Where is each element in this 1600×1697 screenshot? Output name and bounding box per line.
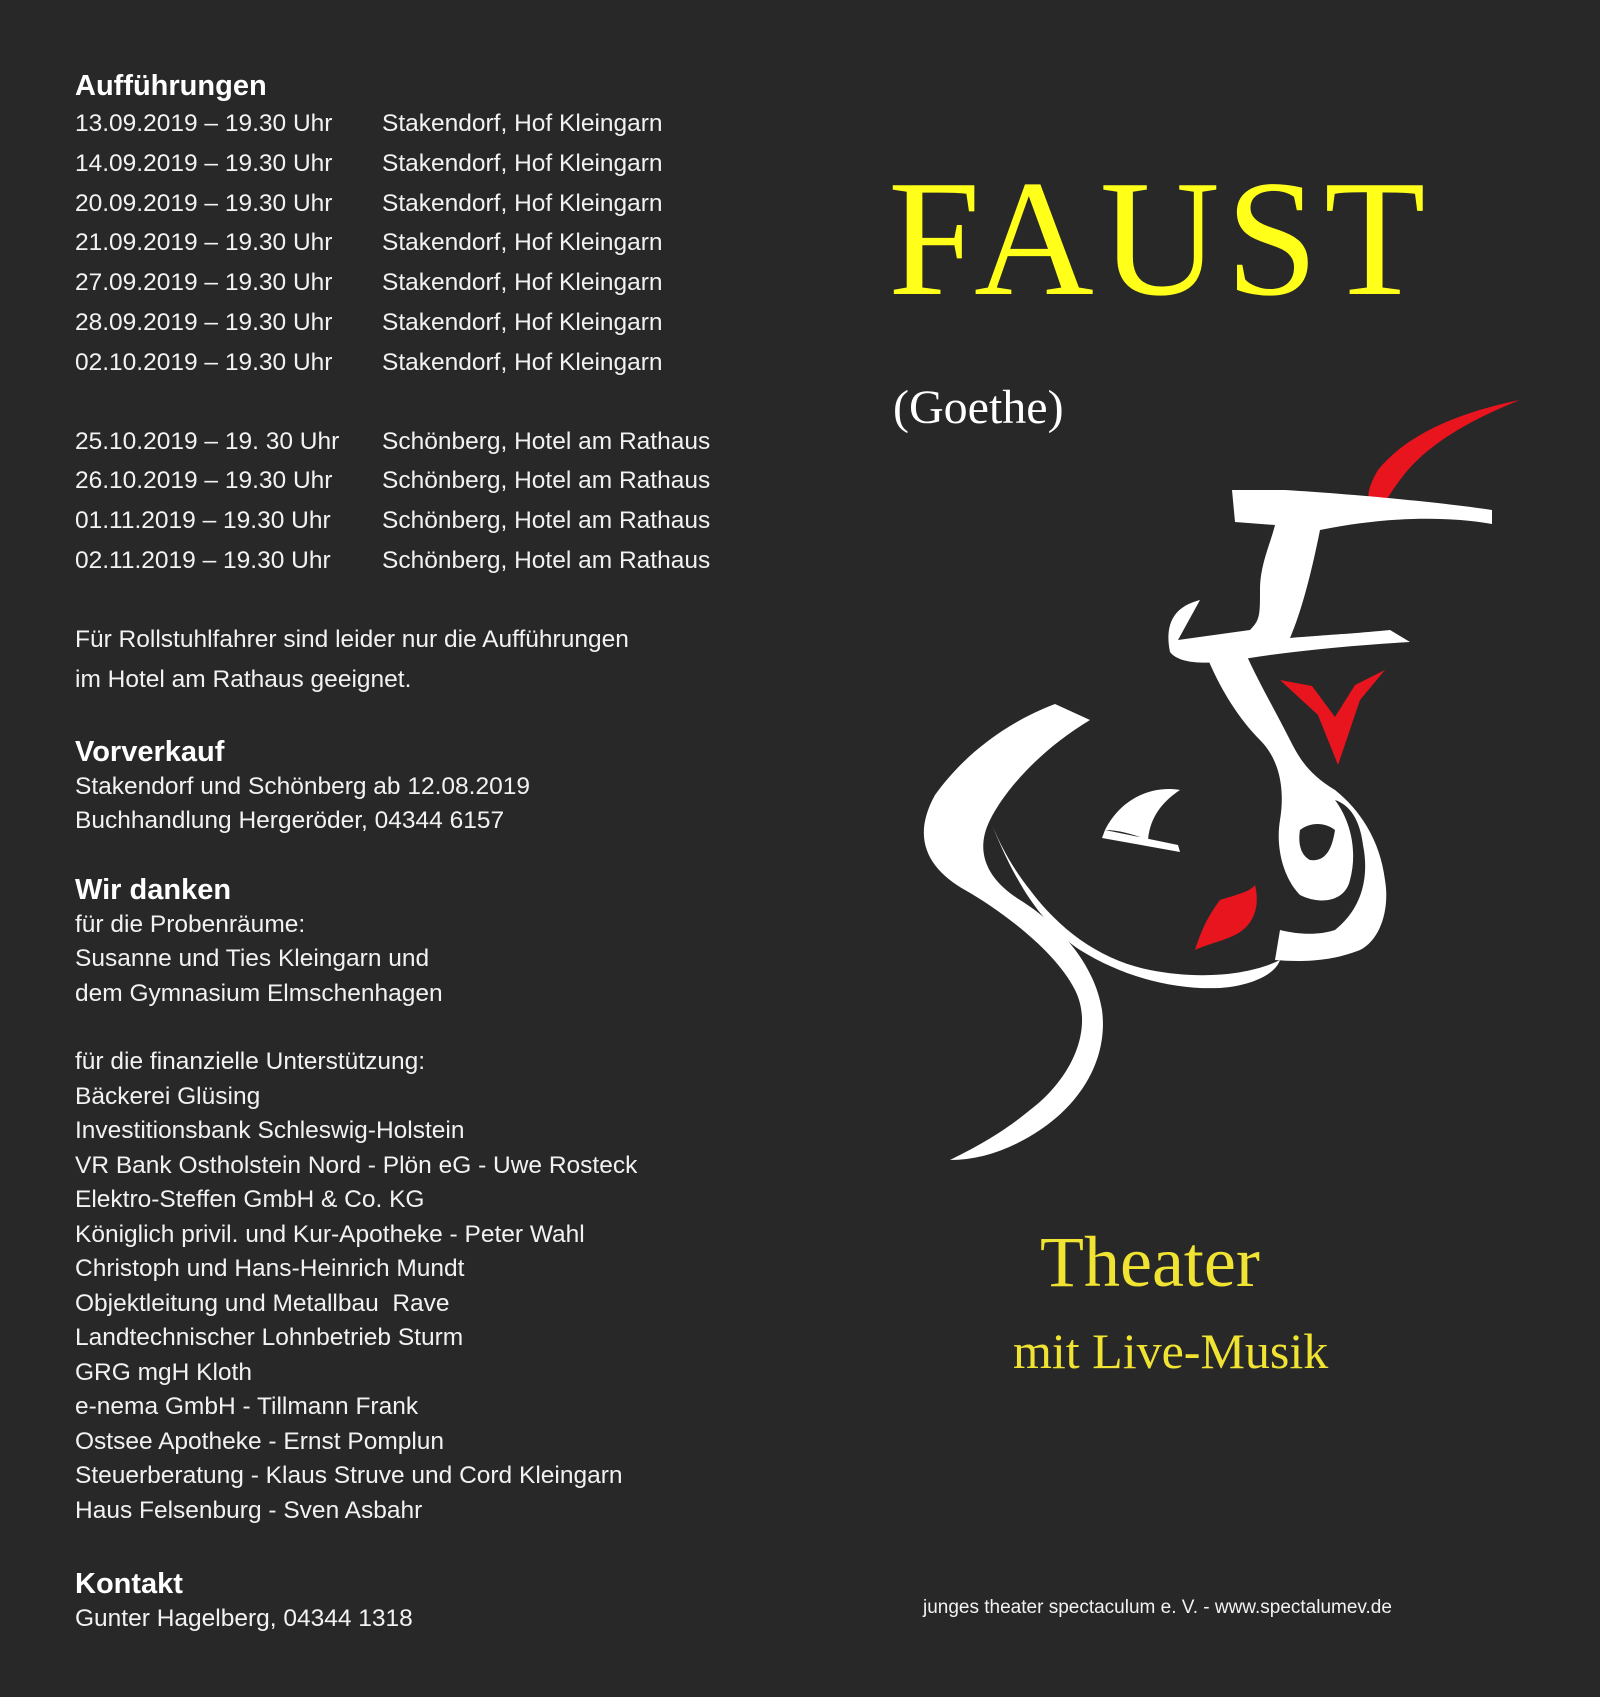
sponsor-item: e-nema GmbH - Tillmann Frank: [75, 1393, 419, 1421]
organizer-footer: junges theater spectaculum e. V. - www.spectalumev.de: [923, 1597, 1392, 1618]
poster-author: (Goethe): [893, 381, 1064, 434]
thanks-heading: Wir danken: [75, 873, 232, 906]
sponsor-item: GRG mgH Kloth: [75, 1358, 252, 1386]
performances-list-schoenberg: [75, 422, 835, 581]
note-line: im Hotel am Rathaus geeignet.: [75, 665, 412, 693]
faust-mask-illustration-icon: [880, 390, 1580, 1230]
performance-date: 01.11.2019 – 19.30 Uhr: [75, 507, 331, 535]
contact-heading: Kontakt: [75, 1568, 183, 1601]
performance-place: Schönberg, Hotel am Rathaus: [382, 467, 711, 495]
performance-row: [75, 263, 835, 303]
sponsor-item: Ostsee Apotheke - Ernst Pomplun: [75, 1427, 445, 1455]
closed-eye-icon: [1102, 789, 1180, 852]
performance-place: Schönberg, Hotel am Rathaus: [382, 507, 711, 535]
performance-place: Stakendorf, Hof Kleingarn: [382, 110, 663, 137]
performance-place: Stakendorf, Hof Kleingarn: [382, 348, 663, 376]
performance-row: [75, 144, 835, 184]
mask-outline-icon: [924, 704, 1103, 1160]
performance-row: [75, 303, 835, 343]
performance-place: Stakendorf, Hof Kleingarn: [382, 269, 663, 297]
performances-heading: Aufführungen: [75, 70, 267, 102]
sponsor-item: Königlich privil. und Kur-Apotheke - Peter Wahl: [75, 1220, 585, 1248]
performance-row: [75, 184, 835, 224]
poster-tagline: mit Live-Musik: [1013, 1323, 1329, 1379]
performance-place: Schönberg, Hotel am Rathaus: [382, 427, 711, 455]
performance-date: 26.10.2019 – 19.30 Uhr: [75, 467, 333, 495]
performance-row: [75, 541, 835, 581]
performance-date: 14.09.2019 – 19.30 Uhr: [75, 149, 333, 177]
sponsor-item: Investitionsbank Schleswig-Holstein: [75, 1117, 465, 1145]
performance-date: 02.10.2019 – 19.30 Uhr: [75, 348, 333, 376]
performance-date: 20.09.2019 – 19.30 Uhr: [75, 189, 333, 217]
performance-place: Stakendorf, Hof Kleingarn: [382, 189, 663, 217]
performance-place: Stakendorf, Hof Kleingarn: [382, 308, 663, 336]
accessibility-note: [75, 620, 835, 700]
sponsor-item: Landtechnischer Lohnbetrieb Sturm: [75, 1324, 464, 1352]
performance-row: [75, 422, 835, 462]
performance-row: [75, 461, 835, 501]
performance-date: 13.09.2019 – 19.30 Uhr: [75, 110, 333, 137]
performance-place: Stakendorf, Hof Kleingarn: [382, 149, 663, 177]
sponsor-item: Bäckerei Glüsing: [75, 1082, 261, 1110]
sponsor-item: VR Bank Ostholstein Nord - Plön eG - Uwe Rosteck: [75, 1151, 638, 1179]
performance-row: [75, 343, 835, 383]
sponsor-item: Elektro-Steffen GmbH & Co. KG: [75, 1186, 425, 1214]
rooms-intro: für die Probenräume:: [75, 910, 306, 938]
performance-row: [75, 223, 835, 263]
performance-place: Stakendorf, Hof Kleingarn: [382, 229, 663, 257]
performance-place: Schönberg, Hotel am Rathaus: [382, 546, 711, 574]
contact-line: Gunter Hagelberg, 04344 1318: [75, 1605, 413, 1633]
note-line: Für Rollstuhlfahrer sind leider nur die Aufführungen: [75, 625, 629, 653]
performance-date: 28.09.2019 – 19.30 Uhr: [75, 308, 333, 336]
sponsor-item: Objektleitung und Metallbau Rave: [75, 1289, 450, 1317]
presale-line: Buchhandlung Hergeröder, 04344 6157: [75, 806, 505, 834]
performance-row: [75, 104, 835, 144]
sponsor-list: [75, 1080, 835, 1529]
presale-heading: Vorverkauf: [75, 735, 225, 768]
performance-date: 02.11.2019 – 19.30 Uhr: [75, 546, 331, 574]
rooms-line: Susanne und Ties Kleingarn und: [75, 945, 430, 973]
lips-icon: [1195, 885, 1257, 950]
performance-date: 27.09.2019 – 19.30 Uhr: [75, 269, 333, 297]
performance-date: 21.09.2019 – 19.30 Uhr: [75, 229, 333, 257]
sponsor-item: Haus Felsenburg - Sven Asbahr: [75, 1496, 423, 1524]
sponsor-item: Christoph und Hans-Heinrich Mundt: [75, 1255, 465, 1283]
info-column: [75, 68, 835, 1637]
funding-intro: für die finanzielle Unterstützung:: [75, 1048, 425, 1076]
sponsor-item: Steuerberatung - Klaus Struve und Cord Kleingarn: [75, 1462, 623, 1490]
hat-icon: [1168, 490, 1492, 663]
presale-line: Stakendorf und Schönberg ab 12.08.2019: [75, 772, 530, 800]
performance-date: 25.10.2019 – 19. 30 Uhr: [75, 427, 340, 455]
rooms-line: dem Gymnasium Elmschenhagen: [75, 979, 443, 1007]
performances-list-stakendorf: [75, 104, 835, 383]
poster-subtitle: Theater: [1040, 1222, 1260, 1302]
v-ornament-icon: [1280, 670, 1385, 765]
performance-row: [75, 501, 835, 541]
poster-title: FAUST: [888, 146, 1432, 330]
